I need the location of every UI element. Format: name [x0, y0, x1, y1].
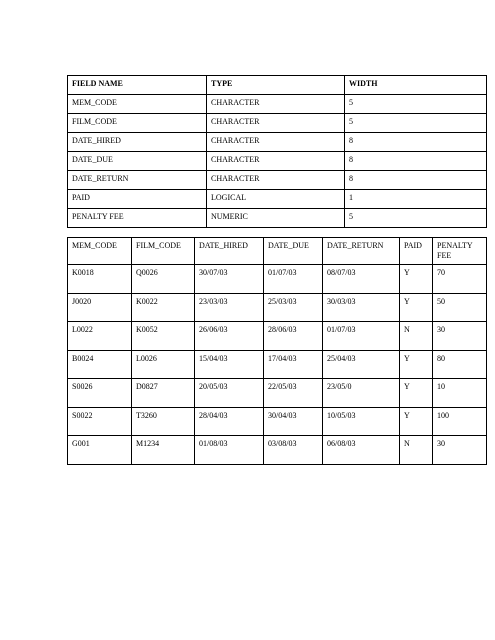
- penalty-fee-cell: 10: [433, 379, 487, 408]
- header-paid: PAID: [400, 238, 433, 265]
- field-name-cell: MEM_CODE: [68, 95, 207, 114]
- width-cell: 8: [345, 133, 487, 152]
- mem-code-cell: L0022: [68, 322, 132, 351]
- type-cell: LOGICAL: [207, 190, 345, 209]
- date-due-cell: 17/04/03: [264, 350, 323, 379]
- date-due-cell: 30/04/03: [264, 407, 323, 436]
- header-date-return: DATE_RETURN: [323, 238, 400, 265]
- date-due-cell: 03/08/03: [264, 436, 323, 465]
- paid-cell: N: [400, 436, 433, 465]
- table-row: [68, 350, 487, 379]
- mem-code-cell: K0018: [68, 265, 132, 294]
- table-row: [68, 436, 487, 465]
- type-cell: NUMERIC: [207, 209, 345, 228]
- type-cell: CHARACTER: [207, 114, 345, 133]
- field-name-cell: FILM_CODE: [68, 114, 207, 133]
- table-row: [68, 171, 487, 190]
- width-cell: 5: [345, 114, 487, 133]
- header-date-due: DATE_DUE: [264, 238, 323, 265]
- penalty-fee-cell: 70: [433, 265, 487, 294]
- table-row: [68, 293, 487, 322]
- type-cell: CHARACTER: [207, 133, 345, 152]
- header-mem-code: MEM_CODE: [68, 238, 132, 265]
- field-name-cell: DATE_DUE: [68, 152, 207, 171]
- field-name-cell: PAID: [68, 190, 207, 209]
- table-row: [68, 190, 487, 209]
- film-code-cell: L0026: [132, 350, 195, 379]
- table-row: [68, 265, 487, 294]
- film-code-cell: K0022: [132, 293, 195, 322]
- field-name-cell: PENALTY FEE: [68, 209, 207, 228]
- header-date-hired: DATE_HIRED: [195, 238, 264, 265]
- date-due-cell: 22/05/03: [264, 379, 323, 408]
- penalty-fee-cell: 30: [433, 322, 487, 351]
- date-hired-cell: 26/06/03: [195, 322, 264, 351]
- table-row: [68, 322, 487, 351]
- header-field-name: FIELD NAME: [68, 76, 207, 95]
- mem-code-cell: J0020: [68, 293, 132, 322]
- paid-cell: Y: [400, 293, 433, 322]
- header-type: TYPE: [207, 76, 345, 95]
- film-code-cell: K0052: [132, 322, 195, 351]
- mem-code-cell: G001: [68, 436, 132, 465]
- paid-cell: Y: [400, 407, 433, 436]
- header-penalty-fee: PENALTY FEE: [433, 238, 487, 265]
- paid-cell: N: [400, 322, 433, 351]
- paid-cell: Y: [400, 350, 433, 379]
- date-hired-cell: 30/07/03: [195, 265, 264, 294]
- type-cell: CHARACTER: [207, 152, 345, 171]
- date-due-cell: 01/07/03: [264, 265, 323, 294]
- penalty-fee-cell: 50: [433, 293, 487, 322]
- field-name-cell: DATE_RETURN: [68, 171, 207, 190]
- rental-records-table: [67, 237, 487, 465]
- penalty-fee-cell: 100: [433, 407, 487, 436]
- date-hired-cell: 23/03/03: [195, 293, 264, 322]
- header-film-code: FILM_CODE: [132, 238, 195, 265]
- table-row: [68, 95, 487, 114]
- width-cell: 8: [345, 171, 487, 190]
- date-hired-cell: 20/05/03: [195, 379, 264, 408]
- date-hired-cell: 01/08/03: [195, 436, 264, 465]
- paid-cell: Y: [400, 379, 433, 408]
- table-row: [68, 407, 487, 436]
- paid-cell: Y: [400, 265, 433, 294]
- date-return-cell: 01/07/03: [323, 322, 400, 351]
- type-cell: CHARACTER: [207, 171, 345, 190]
- table-row: [68, 379, 487, 408]
- film-code-cell: M1234: [132, 436, 195, 465]
- table-row: [68, 152, 487, 171]
- mem-code-cell: B0024: [68, 350, 132, 379]
- penalty-fee-cell: 80: [433, 350, 487, 379]
- mem-code-cell: S0026: [68, 379, 132, 408]
- table-row: [68, 133, 487, 152]
- film-code-cell: Q0026: [132, 265, 195, 294]
- date-return-cell: 08/07/03: [323, 265, 400, 294]
- date-due-cell: 28/06/03: [264, 322, 323, 351]
- field-name-cell: DATE_HIRED: [68, 133, 207, 152]
- width-cell: 5: [345, 95, 487, 114]
- field-structure-table: [67, 75, 487, 228]
- date-due-cell: 25/03/03: [264, 293, 323, 322]
- date-return-cell: 25/04/03: [323, 350, 400, 379]
- width-cell: 1: [345, 190, 487, 209]
- date-return-cell: 30/03/03: [323, 293, 400, 322]
- date-return-cell: 10/05/03: [323, 407, 400, 436]
- table-row: [68, 114, 487, 133]
- header-width: WIDTH: [345, 76, 487, 95]
- width-cell: 5: [345, 209, 487, 228]
- date-return-cell: 23/05/0: [323, 379, 400, 408]
- structure-header-row: [68, 76, 487, 95]
- type-cell: CHARACTER: [207, 95, 345, 114]
- records-header-row: [68, 238, 487, 265]
- date-hired-cell: 28/04/03: [195, 407, 264, 436]
- date-return-cell: 06/08/03: [323, 436, 400, 465]
- penalty-fee-cell: 30: [433, 436, 487, 465]
- table-row: [68, 209, 487, 228]
- width-cell: 8: [345, 152, 487, 171]
- film-code-cell: D0827: [132, 379, 195, 408]
- film-code-cell: T3260: [132, 407, 195, 436]
- date-hired-cell: 15/04/03: [195, 350, 264, 379]
- mem-code-cell: S0022: [68, 407, 132, 436]
